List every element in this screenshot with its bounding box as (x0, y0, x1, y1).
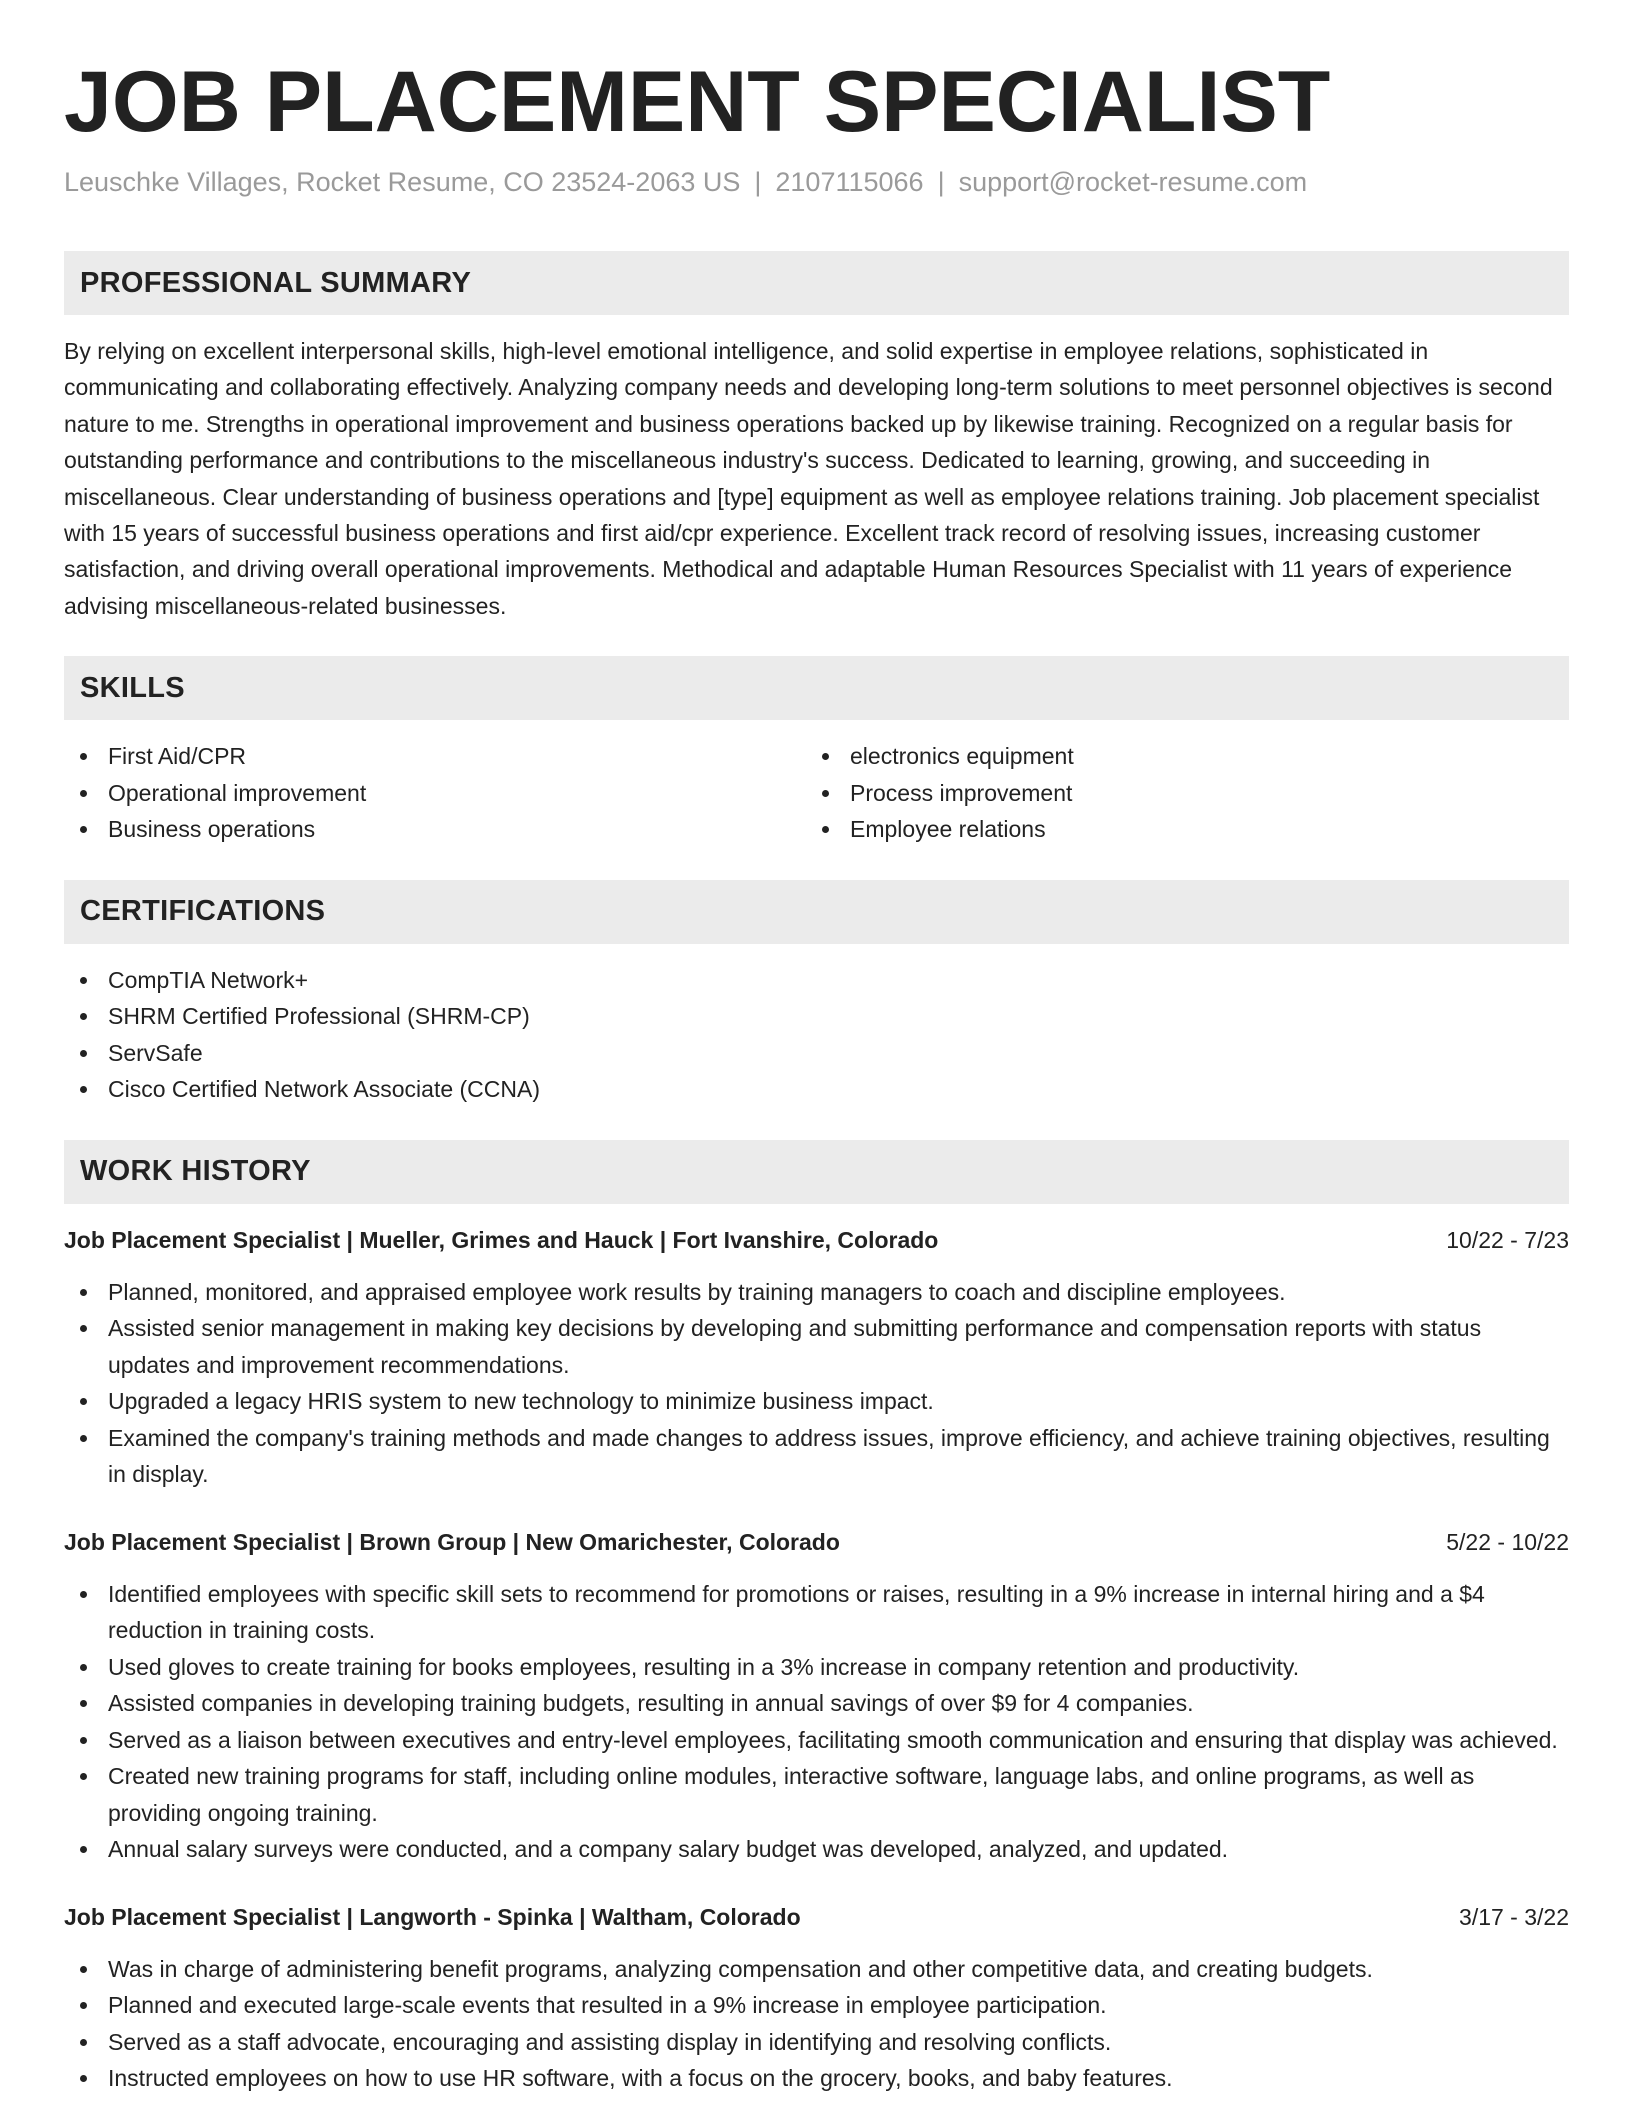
skill-item: First Aid/CPR (64, 738, 806, 775)
section-title: WORK HISTORY (80, 1155, 311, 1188)
job-header (64, 1899, 1569, 1935)
job-bullet: Examined the company's training methods and made changes to address issues, improve efficiency, and achieve training objectives, resulting in display. (64, 1420, 1569, 1493)
job-bullet: Created new training programs for staff, including online modules, interactive software, language labs, and online programs, as well as providing ongoing training. (64, 1758, 1569, 1831)
job-bullet: Served as a staff advocate, encouraging and assisting display in identifying and resolving conflicts. (64, 2024, 1569, 2061)
job-dates: 3/17 - 3/22 (1459, 1903, 1569, 1930)
job-entry (64, 1524, 1569, 1868)
job-bullet: Upgraded a legacy HRIS system to new technology to minimize business impact. (64, 1383, 1569, 1420)
job-dates: 10/22 - 7/23 (1446, 1226, 1569, 1253)
skill-item: Business operations (64, 811, 806, 848)
job-title-company: Job Placement Specialist | Brown Group | New Omarichester, Colorado (64, 1528, 840, 1555)
job-bullet: Served as a liaison between executives and entry-level employees, facilitating smooth communication and ensuring that display was achieved. (64, 1722, 1569, 1759)
contact-email: support@rocket-resume.com (958, 167, 1308, 197)
certifications-list (64, 962, 1569, 1108)
skills-list (64, 738, 1569, 848)
section-header-work-history (64, 1140, 1569, 1204)
contact-separator: | (937, 167, 945, 197)
skill-item: Process improvement (806, 775, 1548, 812)
job-bullet: Annual salary surveys were conducted, and a company salary budget was developed, analyzed, and updated. (64, 1831, 1569, 1868)
section-header-skills (64, 656, 1569, 720)
contact-separator: | (754, 167, 762, 197)
job-bullet: Planned and executed large-scale events that resulted in a 9% increase in employee participation. (64, 1987, 1569, 2024)
certification-item: SHRM Certified Professional (SHRM-CP) (64, 998, 1569, 1035)
job-bullet: Identified employees with specific skill sets to recommend for promotions or raises, resulting in a 9% increase in internal hiring and a $4 reduction in training costs. (64, 1576, 1569, 1649)
job-dates: 5/22 - 10/22 (1446, 1528, 1569, 1555)
candidate-name: JOB PLACEMENT SPECIALIST (64, 54, 1331, 150)
job-bullet: Assisted companies in developing training budgets, resulting in annual savings of over $9 for 4 companies. (64, 1685, 1569, 1722)
job-entry (64, 1222, 1569, 1493)
job-header (64, 1222, 1569, 1258)
job-bullet: Assisted senior management in making key decisions by developing and submitting performance and compensation reports with status updates and improvement recommendations. (64, 1310, 1569, 1383)
job-bullet: Used gloves to create training for books employees, resulting in a 3% increase in company retention and productivity. (64, 1649, 1569, 1686)
skills-column-right (806, 738, 1548, 848)
job-bullet: Instructed employees on how to use HR software, with a focus on the grocery, books, and baby features. (64, 2060, 1569, 2097)
section-title: SKILLS (80, 671, 185, 704)
job-entry (64, 1899, 1569, 2097)
skill-item: Operational improvement (64, 775, 806, 812)
contact-address: Leuschke Villages, Rocket Resume, CO 23524-2063 US (64, 167, 741, 197)
job-responsibilities (64, 1951, 1569, 2097)
resume-page (64, 52, 1569, 2097)
job-bullet: Planned, monitored, and appraised employee work results by training managers to coach and discipline employees. (64, 1274, 1569, 1311)
skill-item: electronics equipment (806, 738, 1548, 775)
job-header (64, 1524, 1569, 1560)
job-responsibilities (64, 1576, 1569, 1868)
job-title-company: Job Placement Specialist | Langworth - Spinka | Waltham, Colorado (64, 1903, 801, 1930)
skill-item: Employee relations (806, 811, 1548, 848)
skills-column-left (64, 738, 806, 848)
section-title: CERTIFICATIONS (80, 895, 326, 928)
section-header-certifications (64, 880, 1569, 944)
contact-line (64, 162, 1569, 202)
job-responsibilities (64, 1274, 1569, 1493)
section-title: PROFESSIONAL SUMMARY (80, 266, 472, 299)
section-header-summary (64, 251, 1569, 315)
job-bullet: Was in charge of administering benefit programs, analyzing compensation and other competitive data, and creating budgets. (64, 1951, 1569, 1988)
summary-text: By relying on excellent interpersonal skills, high-level emotional intelligence, and solid expertise in employee relations, sophisticated in communicating and collaborating effectively. Analyzing company needs and developing long-term solutions to meet personnel objectives is second nature to me. Strengths in operational improvement and business operations backed up by likewise training. Recognized on a regular basis for outstanding performance and contributions to the miscellaneous industry's success. Dedicated to learning, growing, and succeeding in miscellaneous. Clear understanding of business operations and [type] equipment as well as employee relations training. Job placement specialist with 15 years of successful business operations and first aid/cpr experience. Excellent track record of resolving issues, increasing customer satisfaction, and driving overall operational improvements. Methodical and adaptable Human Resources Specialist with 11 years of experience advising miscellaneous-related businesses. (64, 338, 1553, 619)
job-title-company: Job Placement Specialist | Mueller, Grimes and Hauck | Fort Ivanshire, Colorado (64, 1226, 939, 1253)
certification-item: CompTIA Network+ (64, 962, 1569, 999)
certification-item: ServSafe (64, 1035, 1569, 1072)
certification-item: Cisco Certified Network Associate (CCNA) (64, 1071, 1569, 1108)
contact-phone: 2107115066 (775, 167, 924, 197)
